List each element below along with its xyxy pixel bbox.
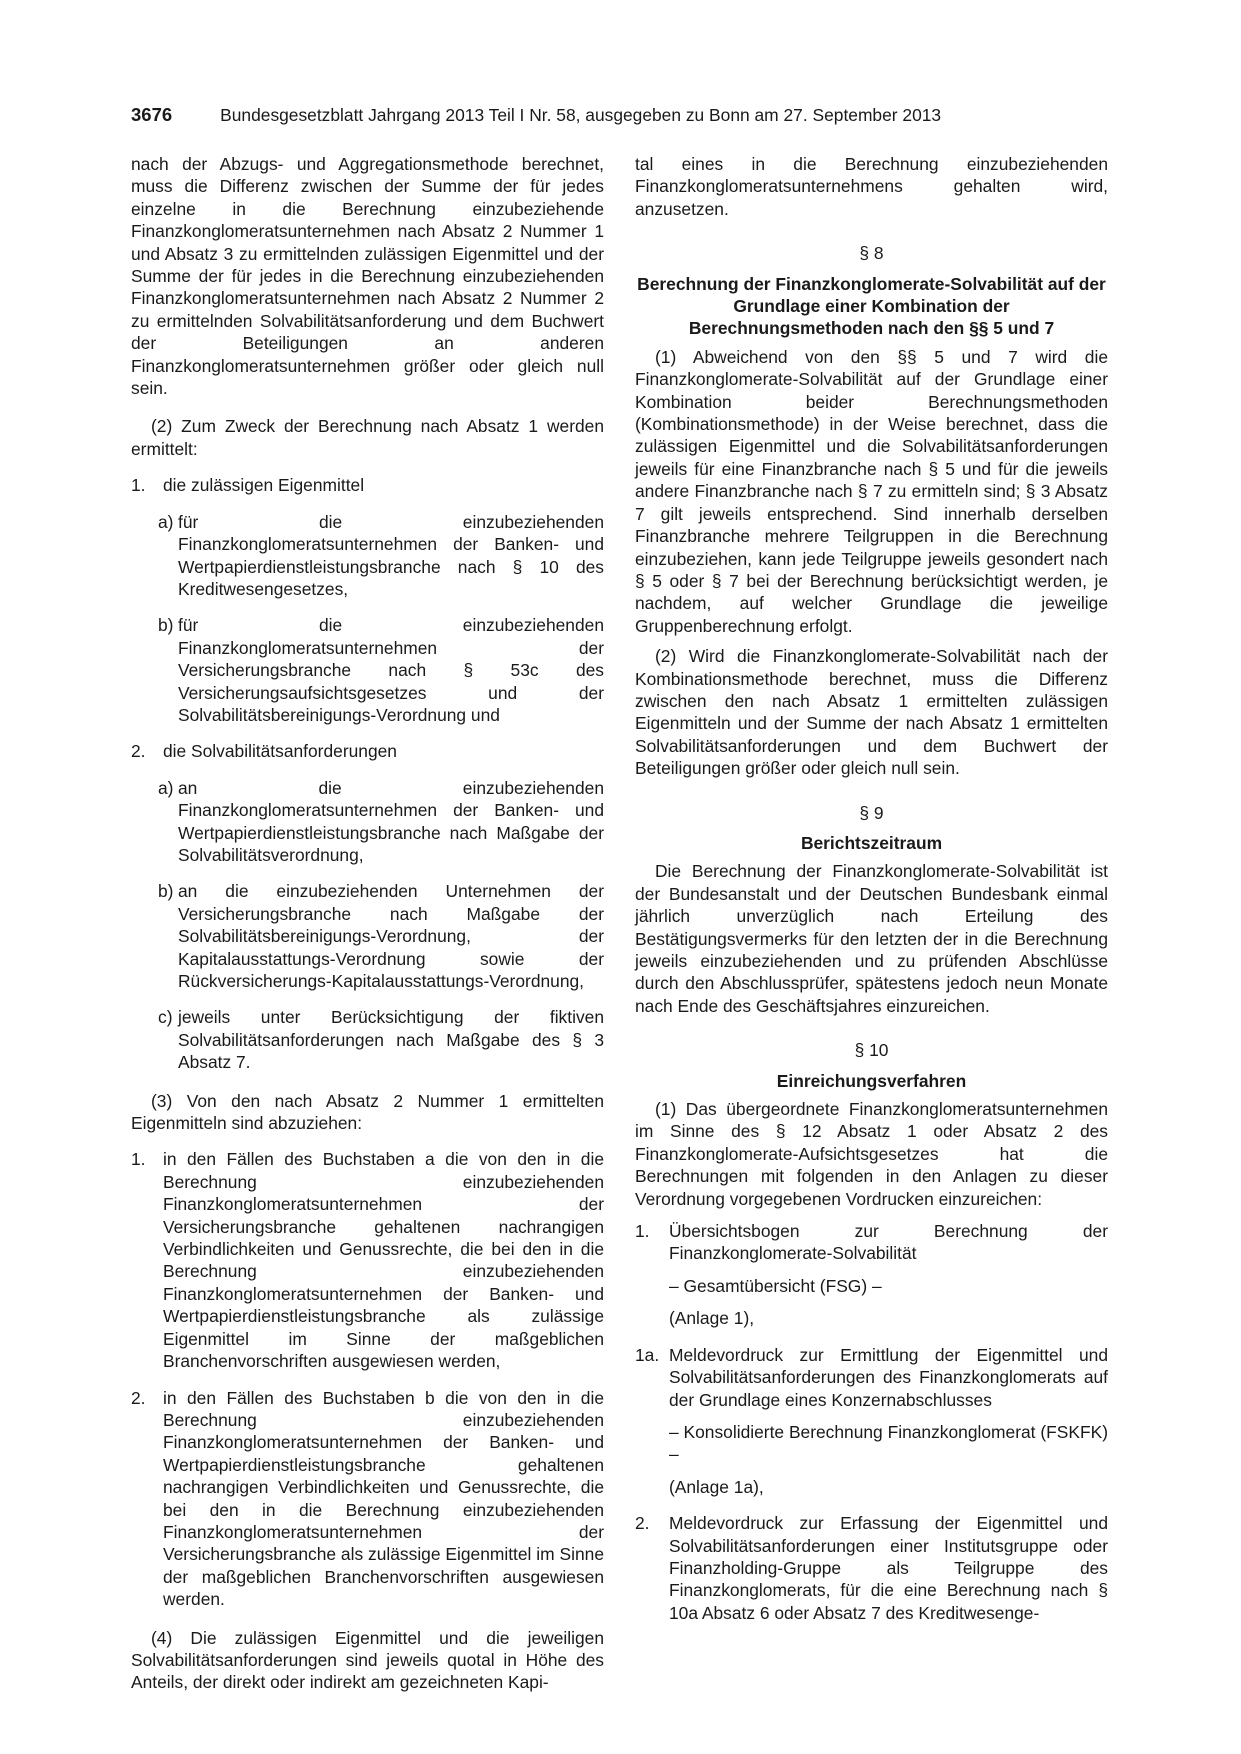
list-item-2b bbox=[131, 880, 604, 992]
list-letter: a) bbox=[158, 511, 174, 532]
paragraph-absatz-4: (4) Die zulässigen Eigenmittel und die jeweiligen Solvabilitätsanforderungen sind jeweils quotal in Höhe des Anteils, der direkt oder indirekt am gezeichneten Kapi- bbox=[131, 1627, 604, 1693]
list-number: 1. bbox=[131, 1149, 146, 1170]
list-text: für die einzubeziehenden Finanzkonglomeratsunternehmen der Versicherungsbranche nach § 53c des Versicherungsaufsichtsgesetzes und der Solvabilitätsbereinigungs-Verordnung und bbox=[178, 615, 604, 725]
list-item-1a bbox=[131, 511, 604, 601]
list-item-2c bbox=[131, 1006, 604, 1073]
list-text: jeweils unter Berücksichtigung der fiktiven Solvabilitätsanforderungen nach Maßgabe des § 3 Absatz 7. bbox=[178, 1007, 604, 1073]
left-column bbox=[131, 153, 604, 1694]
list-item-abzug-2 bbox=[131, 1387, 604, 1611]
list-item-1b bbox=[131, 614, 604, 726]
list-item-form-1 bbox=[635, 1220, 1108, 1330]
list-text: an die einzubeziehenden Finanzkonglomeratsunternehmen der Banken- und Wertpapierdienstleistungsbranche nach Maßgabe der Solvabilitätsverordnung, bbox=[178, 777, 604, 865]
section-9-heading: Berichtszeitraum bbox=[800, 832, 943, 853]
paragraph-absatz-2: (2) Zum Zweck der Berechnung nach Absatz 1 werden ermittelt: bbox=[131, 416, 604, 459]
list-letter: b) bbox=[158, 881, 174, 902]
list-item-2a bbox=[131, 777, 604, 867]
section-8-paragraph-1: (1) Abweichend von den §§ 5 und 7 wird die Finanzkonglomerate-Solvabilität auf der Grundlage einer Kombination beider Berechnungsmethoden (Kombinationsmethode) in der Weise berechnet, dass die zulässigen Eigenmittel und die Solvabilitätsanforderungen jeweils für eine Finanzbranche nach § 5 und für die jeweils andere Finanzbranche nach § 7 zu ermitteln sind; § 3 Absatz 7 gilt jeweils entsprechend. Sind innerhalb derselben Finanzbranche mehrere Teilgruppen in die Berechnung einzubeziehen, kann jede Teilgruppe jeweils gesondert nach § 5 oder § 7 bei der Berechnung berücksichtigt werden, je nachdem, auf welcher Grundlage die jeweilige Gruppenberechnung erfolgt. bbox=[635, 346, 1108, 636]
list-item-form-1a bbox=[635, 1344, 1108, 1498]
list-letter: c) bbox=[158, 1007, 173, 1028]
form-annex: (Anlage 1a), bbox=[669, 1476, 764, 1497]
list-number: 2. bbox=[131, 741, 146, 762]
section-8-number: § 8 bbox=[859, 243, 884, 264]
list-body bbox=[669, 1220, 1108, 1330]
list-text: die zulässigen Eigenmittel bbox=[163, 475, 365, 496]
list-item-form-2 bbox=[635, 1512, 1108, 1624]
section-10-paragraph-1: (1) Das übergeordnete Finanzkonglomeratsunternehmen im Sinne des § 12 Absatz 1 oder Absatz 2 des Finanzkonglomerate-Aufsichtsgesetzes hat die Berechnungen mit folgenden in den Anlagen zu dieser Verordnung vorgegebenen Vordrucken einzureichen: bbox=[635, 1099, 1108, 1209]
list-text: Meldevordruck zur Ermittlung der Eigenmittel und Solvabilitätsanforderungen des Finanzkonglomerats auf der Grundlage eines Konzernabschlusses bbox=[669, 1344, 1108, 1410]
list-number: 1a. bbox=[635, 1344, 660, 1365]
right-column bbox=[635, 153, 1108, 1624]
form-annex: (Anlage 1), bbox=[669, 1308, 755, 1329]
paragraph-absatz-3: (3) Von den nach Absatz 2 Nummer 1 ermittelten Eigenmitteln sind abzuziehen: bbox=[131, 1090, 604, 1134]
list-number: 1. bbox=[635, 1221, 650, 1242]
list-item-2 bbox=[131, 740, 604, 762]
list-text: in den Fällen des Buchstaben b die von den in die Berechnung einzubeziehenden Finanzkonglomeratsunternehmen der Banken- und Wertpapierdienstleistungsbranche gehaltenen nachrangigen Verbindlichkeiten und Genussrechte, die bei den in die Berechnung einzubeziehenden Finanzkonglomeratsunternehmen der Versicherungsbranche als zulässige Eigenmittel im Sinne der maßgeblichen Branchenvorschriften ausgewiesen werden. bbox=[163, 1387, 604, 1610]
header-title: Bundesgesetzblatt Jahrgang 2013 Teil I Nr. 58, ausgegeben zu Bonn am 27. September 2013 bbox=[220, 105, 942, 125]
section-9-paragraph-1: Die Berechnung der Finanzkonglomerate-Solvabilität ist der Bundesanstalt und der Deutschen Bundesbank einmal jährlich unverzüglich nach Erteilung des Bestätigungsvermerks für den letzten der in die Berechnung jeweils einzubeziehenden und zu prüfenden Abschlüsse durch den Abschlussprüfer, spätestens jedoch neun Monate nach Ende des Geschäftsjahres einzureichen. bbox=[635, 861, 1108, 1016]
list-number: 1. bbox=[131, 475, 146, 496]
list-item-1 bbox=[131, 474, 604, 496]
list-letter: b) bbox=[158, 615, 174, 636]
section-10-heading: Einreichungsverfahren bbox=[776, 1070, 967, 1091]
section-8-paragraph-2: (2) Wird die Finanzkonglomerate-Solvabilität nach der Kombinationsmethode berechnet, muss die Differenz zwischen den nach Absatz 1 ermittelten zulässigen Eigenmitteln und der Summe der nach Absatz 1 ermittelten Solvabilitätsanforderungen und dem Buchwert der Beteiligungen größer oder gleich null sein. bbox=[635, 646, 1108, 779]
form-name: – Konsolidierte Berechnung Finanzkonglomerat (FSKFK) – bbox=[669, 1421, 1108, 1465]
form-name: – Gesamtübersicht (FSG) – bbox=[669, 1275, 882, 1296]
list-number: 2. bbox=[131, 1387, 146, 1408]
list-text: die Solvabilitätsanforderungen bbox=[163, 741, 397, 762]
page-header bbox=[131, 100, 1111, 130]
list-text: für die einzubeziehenden Finanzkonglomeratsunternehmen der Banken- und Wertpapierdienstleistungsbranche nach § 10 des Kreditwesengesetzes, bbox=[178, 511, 604, 599]
list-body bbox=[669, 1344, 1108, 1498]
list-text: an die einzubeziehenden Unternehmen der Versicherungsbranche nach Maßgabe der Solvabilitätsbereinigungs-Verordnung, der Kapitalausstattungs-Verordnung sowie der Rückversicherungs-Kapitalausstattungs-Verordnung, bbox=[178, 881, 604, 991]
section-9-number: § 9 bbox=[859, 802, 884, 823]
list-number: 2. bbox=[635, 1513, 650, 1534]
list-text: in den Fällen des Buchstaben a die von den in die Berechnung einzubeziehenden Finanzkonglomeratsunternehmen der Versicherungsbranche gehaltenen nachrangigen Verbindlichkeiten und Genussrechte, die bei den in die Berechnung einzubeziehenden Finanzkonglomeratsunternehmen der Banken- und Wertpapierdienstleistungsbranche als zulässige Eigenmittel im Sinne der maßgeblichen Branchenvorschriften ausgewiesen werden, bbox=[163, 1149, 604, 1372]
section-8-heading: Berechnung der Finanzkonglomerate-Solvabilität auf der Grundlage einer Kombination der Berechnungsmethoden nach den §§ 5 und 7 bbox=[637, 273, 1106, 339]
section-10-number: § 10 bbox=[854, 1040, 889, 1061]
list-letter: a) bbox=[158, 777, 174, 798]
list-text: Übersichtsbogen zur Berechnung der Finanzkonglomerate-Solvabilität bbox=[669, 1221, 1108, 1264]
page-number: 3676 bbox=[131, 104, 173, 125]
list-text: Meldevordruck zur Erfassung der Eigenmittel und Solvabilitätsanforderungen einer Institutsgruppe oder Finanzholding-Gruppe als Teilgruppe des Finanzkonglomerats, für die eine Berechnung nach § 10a Absatz 6 oder Absatz 7 des Kreditwesenge- bbox=[669, 1513, 1108, 1623]
paragraph-intro: nach der Abzugs- und Aggregationsmethode berechnet, muss die Differenz zwischen der Summe der für jedes einzelne in die Berechnung einzubeziehende Finanzkonglomeratsunternehmen nach Absatz 2 Nummer 1 und Absatz 3 zu ermittelnden zulässigen Eigenmittel und der Summe der für jedes in die Berechnung einzubeziehenden Finanzkonglomeratsunternehmen nach Absatz 2 Nummer 2 zu ermittelnden Solvabilitätsanforderung und dem Buchwert der Beteiligungen an anderen Finanzkonglomeratsunternehmen größer oder gleich null sein. bbox=[131, 154, 604, 399]
list-item-abzug-1 bbox=[131, 1148, 604, 1372]
paragraph-continuation: tal eines in die Berechnung einzubeziehenden Finanzkonglomeratsunternehmens gehalten wird, anzusetzen. bbox=[635, 154, 1108, 219]
